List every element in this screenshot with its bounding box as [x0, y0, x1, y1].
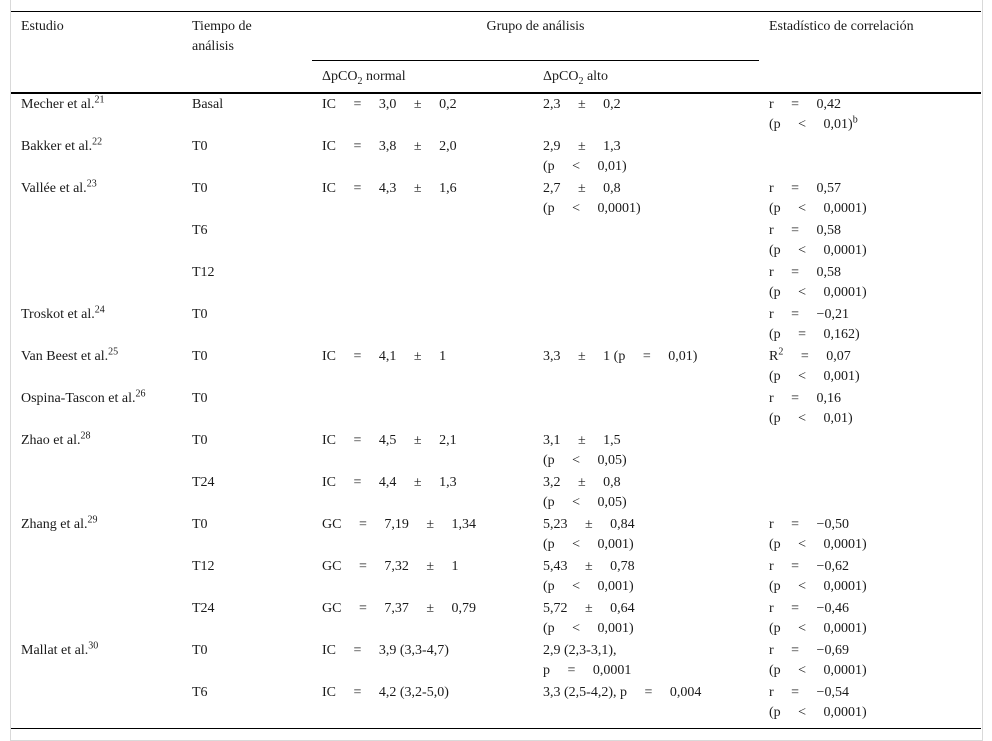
table-top-rule — [11, 11, 981, 12]
high-cell: 3,1 ± 1,5 (p < 0,05) — [543, 433, 627, 468]
high-cell: 5,72 ± 0,64 (p < 0,001) — [543, 601, 635, 636]
high-cell: 5,23 ± 0,84 (p < 0,001) — [543, 517, 635, 552]
subheader-high: ΔpCO$_2$ alto — [543, 69, 608, 87]
time-cell: T0 — [192, 391, 208, 406]
header-group: Grupo de análisis — [486, 19, 585, 34]
subheader-normal: ΔpCO$_2$ normal — [322, 69, 406, 87]
high-cell: 2,9 ± 1,3 (p < 0,01) — [543, 139, 627, 174]
study-name: Bakker et al.$^{22}$ — [21, 136, 103, 154]
high-cell: 3,3 ± 1 (p = 0,01) — [543, 349, 698, 364]
time-cell: T0 — [192, 643, 208, 658]
stat-cell: r = −0,46 (p < 0,0001) — [769, 601, 867, 636]
high-cell: 3,2 ± 0,8 (p < 0,05) — [543, 475, 627, 510]
normal-cell: IC = 4,3 ± 1,6 — [322, 181, 457, 196]
time-cell: T0 — [192, 433, 208, 448]
stat-cell: r = −0,62 (p < 0,0001) — [769, 559, 867, 594]
normal-cell: IC = 4,2 (3,2-5,0) — [322, 685, 449, 700]
stat-cell: r = 0,57 (p < 0,0001) — [769, 181, 867, 216]
stat-cell: r = −0,50 (p < 0,0001) — [769, 517, 867, 552]
high-cell: 2,7 ± 0,8 (p < 0,0001) — [543, 181, 641, 216]
high-cell: 3,3 (2,5-4,2), p = 0,004 — [543, 685, 702, 700]
time-cell: T0 — [192, 139, 208, 154]
header-study: Estudio — [21, 19, 64, 34]
stat-cell: $R^2$ = 0,07 (p < 0,001) — [769, 346, 860, 384]
normal-cell: GC = 7,19 ± 1,34 — [322, 517, 477, 532]
stat-cell: r = 0,16 (p < 0,01) — [769, 391, 853, 426]
study-name: Zhao et al.$^{28}$ — [21, 430, 91, 448]
high-cell: 2,9 (2,3-3,1), p = 0,0001 — [543, 643, 632, 678]
stat-cell: r = 0,42 (p < 0,01)$^b$ — [769, 97, 858, 132]
stat-cell: r = 0,58 (p < 0,0001) — [769, 265, 867, 300]
study-name: Zhang et al.$^{29}$ — [21, 514, 98, 532]
high-cell: 2,3 ± 0,2 — [543, 97, 621, 112]
normal-cell: IC = 4,5 ± 2,1 — [322, 433, 457, 448]
group-underline-rule — [312, 60, 759, 61]
time-cell: T0 — [192, 349, 208, 364]
header-bottom-rule — [11, 92, 981, 94]
stat-cell: r = −0,69 (p < 0,0001) — [769, 643, 867, 678]
normal-cell: GC = 7,37 ± 0,79 — [322, 601, 477, 616]
header-stat: Estadístico de correlación — [769, 19, 914, 34]
stat-cell: r = −0,54 (p < 0,0001) — [769, 685, 867, 720]
time-cell: T0 — [192, 307, 208, 322]
table-bottom-rule — [11, 728, 981, 729]
study-name: Vallée et al.$^{23}$ — [21, 178, 97, 196]
time-cell: T0 — [192, 517, 208, 532]
time-cell: T12 — [192, 265, 215, 280]
time-cell: Basal — [192, 97, 224, 112]
header-time: Tiempo de análisis — [192, 19, 252, 54]
normal-cell: IC = 3,8 ± 2,0 — [322, 139, 457, 154]
time-cell: T12 — [192, 559, 215, 574]
study-name: Mecher et al.$^{21}$ — [21, 94, 105, 112]
stat-cell: r = 0,58 (p < 0,0001) — [769, 223, 867, 258]
normal-cell: IC = 3,0 ± 0,2 — [322, 97, 457, 112]
stat-cell: r = −0,21 (p = 0,162) — [769, 307, 860, 342]
study-name: Mallat et al.$^{30}$ — [21, 640, 99, 658]
normal-cell: GC = 7,32 ± 1 — [322, 559, 459, 574]
study-name: Ospina-Tascon et al.$^{26}$ — [21, 388, 146, 406]
study-name: Van Beest et al.$^{25}$ — [21, 346, 119, 364]
normal-cell: IC = 4,1 ± 1 — [322, 349, 447, 364]
normal-cell: IC = 3,9 (3,3-4,7) — [322, 643, 449, 658]
time-cell: T6 — [192, 685, 208, 700]
normal-cell: IC = 4,4 ± 1,3 — [322, 475, 457, 490]
time-cell: T6 — [192, 223, 208, 238]
high-cell: 5,43 ± 0,78 (p < 0,001) — [543, 559, 635, 594]
time-cell: T0 — [192, 181, 208, 196]
time-cell: T24 — [192, 475, 215, 490]
study-name: Troskot et al.$^{24}$ — [21, 304, 105, 322]
time-cell: T24 — [192, 601, 215, 616]
